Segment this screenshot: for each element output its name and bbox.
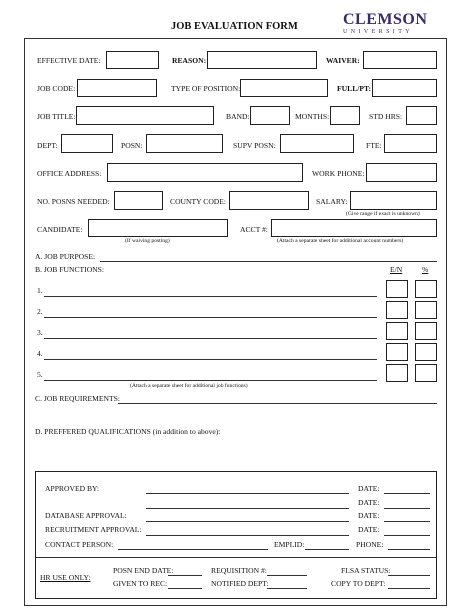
given-to-rec-line[interactable] [168, 588, 202, 589]
job-purpose-label: A. JOB PURPOSE: [35, 252, 96, 261]
supv-posn-field[interactable] [280, 134, 354, 153]
function-line-2[interactable] [44, 317, 377, 318]
waiver-label: WAIVER: [326, 56, 360, 65]
date-line-1[interactable] [384, 493, 430, 494]
county-code-label: COUNTY CODE: [170, 197, 227, 206]
date-line-2[interactable] [384, 508, 430, 509]
supv-posn-label: SUPV POSN: [233, 141, 276, 150]
fte-label: FTE: [366, 141, 382, 150]
candidate-label: CANDIDATE: [37, 225, 83, 234]
dept-field[interactable] [61, 134, 113, 153]
job-title-field[interactable] [76, 106, 214, 125]
date-label-3: DATE: [358, 511, 380, 520]
job-code-label: JOB CODE: [37, 84, 76, 93]
function-en-box-5[interactable] [386, 364, 408, 382]
approved-by-line[interactable] [146, 493, 349, 494]
function-pct-box-1[interactable] [415, 280, 437, 298]
waiver-field[interactable] [363, 51, 437, 69]
posn-end-date-line[interactable] [168, 575, 202, 576]
requisition-line[interactable] [267, 575, 307, 576]
reason-label: REASON: [172, 56, 207, 65]
function-line-1[interactable] [44, 296, 377, 297]
form-title: JOB EVALUATION FORM [171, 21, 298, 32]
logo-sub-text: UNIVERSITY [343, 29, 413, 35]
posn-field[interactable] [146, 134, 223, 153]
no-posns-needed-field[interactable] [114, 191, 163, 210]
function-pct-box-2[interactable] [415, 301, 437, 319]
copy-to-dept-label: COPY TO DEPT: [331, 579, 386, 588]
acct-label: ACCT #: [240, 225, 268, 234]
hr-section-divider [36, 557, 436, 558]
std-hrs-label: STD HRS: [369, 112, 403, 121]
function-number-3: 3. [37, 328, 43, 337]
full-pt-label: FULL/PT: [337, 84, 372, 93]
percent-column-header: % [422, 265, 429, 274]
county-code-field[interactable] [229, 191, 309, 210]
flsa-status-line[interactable] [388, 575, 430, 576]
type-of-position-field[interactable] [240, 79, 328, 97]
contact-person-label: CONTACT PERSON: [45, 540, 114, 549]
function-number-2: 2. [37, 307, 43, 316]
emplid-line[interactable] [305, 549, 349, 550]
function-line-4[interactable] [44, 359, 377, 360]
effective-date-field[interactable] [106, 51, 159, 69]
date-line-3[interactable] [384, 521, 430, 522]
acct-note: (Attach a separate sheet for additional account numbers) [277, 238, 404, 244]
notified-dept-line[interactable] [267, 588, 307, 589]
phone-line[interactable] [388, 549, 430, 550]
function-en-box-1[interactable] [386, 280, 408, 298]
function-number-1: 1. [37, 286, 43, 295]
function-number-4: 4. [37, 349, 43, 358]
database-approval-line[interactable] [146, 521, 349, 522]
months-label: MONTHS: [295, 112, 330, 121]
date-label-4: DATE: [358, 525, 380, 534]
work-phone-label: WORK PHONE: [312, 169, 365, 178]
logo-main-text: CLEMSON [343, 11, 428, 28]
flsa-status-label: FLSA STATUS: [341, 566, 391, 575]
database-approval-label: DATABASE APPROVAL: [45, 511, 127, 520]
job-requirements-line[interactable] [118, 403, 437, 404]
months-field[interactable] [330, 106, 360, 125]
notified-dept-label: NOTIFIED DEPT: [211, 579, 269, 588]
effective-date-label: EFFECTIVE DATE: [37, 56, 101, 65]
posn-label: POSN: [121, 141, 143, 150]
type-of-position-label: TYPE OF POSITION: [171, 84, 241, 93]
contact-person-line[interactable] [118, 549, 268, 550]
salary-label: SALARY: [316, 197, 348, 206]
recruitment-approval-label: RECRUITMENT APPROVAL: [45, 525, 142, 534]
acct-field[interactable] [271, 219, 437, 237]
function-number-5: 5. [37, 370, 43, 379]
requisition-label: REQUISITION #: [211, 566, 267, 575]
emplid-label: EMPLID: [274, 540, 305, 549]
no-posns-needed-label: NO. POSNS NEEDED: [37, 197, 110, 206]
job-code-field[interactable] [77, 79, 157, 97]
function-line-3[interactable] [44, 338, 377, 339]
full-pt-field[interactable] [372, 79, 437, 97]
reason-field[interactable] [207, 51, 317, 69]
preferred-qualifications-label: D. PREFFERED QUALIFICATIONS (in addition to above): [35, 427, 221, 436]
candidate-field[interactable] [88, 219, 228, 237]
fte-field[interactable] [384, 134, 437, 153]
function-pct-box-3[interactable] [415, 322, 437, 340]
clemson-logo [343, 12, 427, 35]
dept-label: DEPT: [37, 141, 58, 150]
date-line-4[interactable] [384, 535, 430, 536]
salary-note: (Give range if exact is unknown) [346, 211, 420, 217]
given-to-rec-label: GIVEN TO REC: [113, 579, 168, 588]
function-pct-box-5[interactable] [415, 364, 437, 382]
function-en-box-4[interactable] [386, 343, 408, 361]
job-purpose-line[interactable] [100, 261, 437, 262]
std-hrs-field[interactable] [406, 106, 437, 125]
copy-to-dept-line[interactable] [388, 588, 430, 589]
function-en-box-2[interactable] [386, 301, 408, 319]
approved-by-line-2[interactable] [146, 508, 349, 509]
function-line-5[interactable] [44, 380, 377, 381]
office-address-field[interactable] [107, 163, 303, 182]
function-pct-box-4[interactable] [415, 343, 437, 361]
phone-label: PHONE: [356, 540, 384, 549]
date-label-2: DATE: [358, 498, 380, 507]
candidate-note: (If waiving posting) [125, 238, 170, 244]
function-en-box-3[interactable] [386, 322, 408, 340]
job-functions-label: B. JOB FUNCTIONS: [35, 265, 104, 274]
office-address-label: OFFICE ADDRESS: [37, 169, 102, 178]
date-label-1: DATE: [358, 484, 380, 493]
band-field[interactable] [250, 106, 290, 125]
recruitment-approval-line[interactable] [146, 535, 349, 536]
functions-note: (Attach a separate sheet for additional job functions) [130, 383, 248, 389]
job-title-label: JOB TITLE: [37, 112, 76, 121]
hr-use-only-label: HR USE ONLY: [40, 573, 91, 582]
en-column-header: E/N [390, 265, 403, 274]
approved-by-label: APPROVED BY: [45, 484, 99, 493]
work-phone-field[interactable] [366, 163, 437, 182]
salary-field[interactable] [350, 191, 437, 210]
posn-end-date-label: POSN END DATE: [113, 566, 174, 575]
job-requirements-label: C. JOB REQUIREMENTS: [35, 394, 121, 403]
band-label: BAND: [226, 112, 250, 121]
